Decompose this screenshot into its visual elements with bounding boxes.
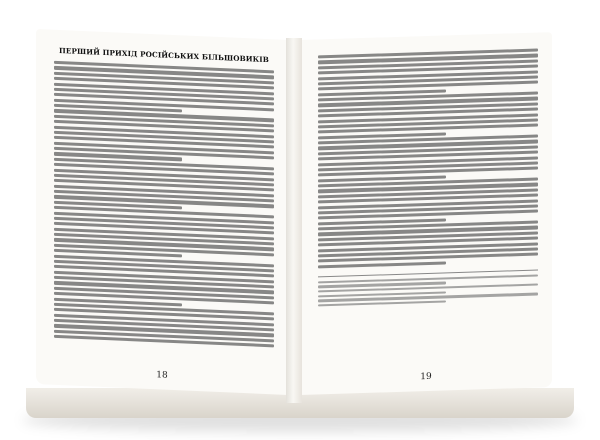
left-page [36,29,288,395]
left-text-block [54,61,274,348]
book-spine [286,38,302,403]
right-text-block [318,49,538,269]
footnotes [318,269,538,306]
text-line [318,261,446,268]
right-page [300,32,552,395]
page-number-left: 18 [156,370,168,381]
chapter-heading: ПЕРШИЙ ПРИХІД РОСІЙСЬКИХ БІЛЬШОВИКІВ [59,46,269,65]
page-number-right: 19 [420,371,432,383]
